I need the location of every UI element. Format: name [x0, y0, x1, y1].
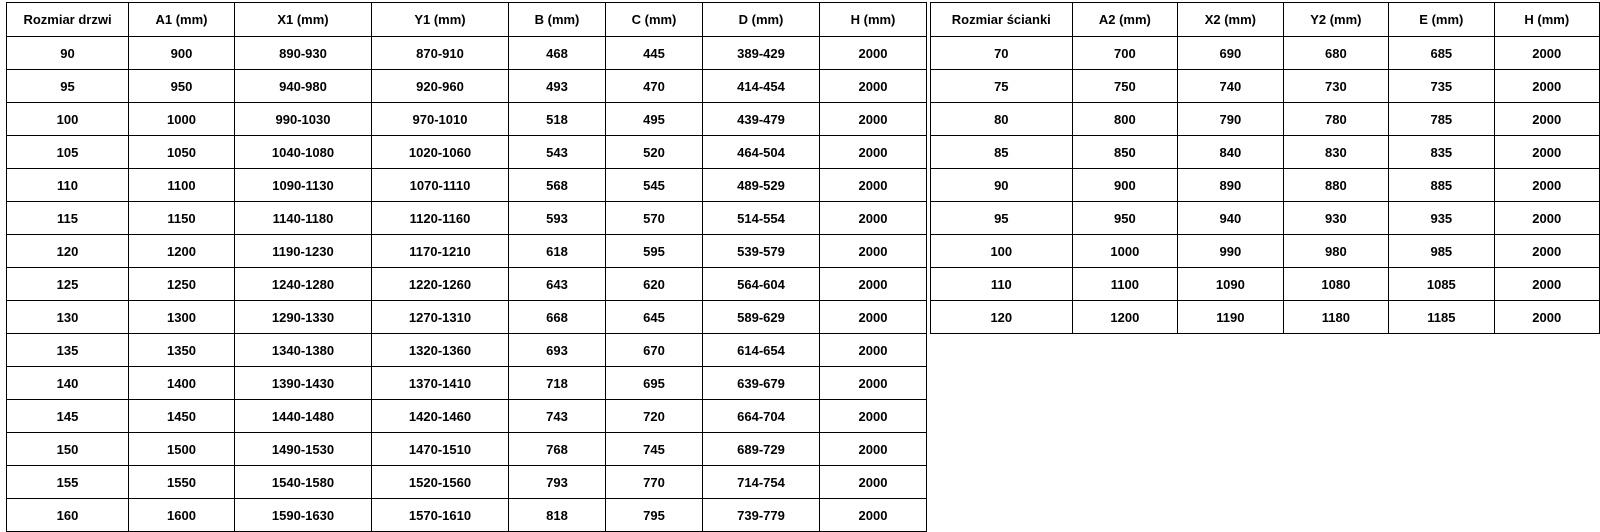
table-cell: 614-654 — [703, 334, 820, 367]
table-cell: 1570-1610 — [372, 499, 509, 532]
table-header-row — [7, 3, 927, 37]
table-cell: 468 — [509, 37, 606, 70]
table-cell: 110 — [7, 169, 129, 202]
table-cell: 890-930 — [235, 37, 372, 70]
table-cell: 990-1030 — [235, 103, 372, 136]
column-header: Y2 (mm) — [1283, 3, 1389, 37]
table-cell: 768 — [509, 433, 606, 466]
table-cell: 950 — [1072, 202, 1178, 235]
table-cell: 1085 — [1389, 268, 1494, 301]
table-cell: 570 — [606, 202, 703, 235]
table-cell: 589-629 — [703, 301, 820, 334]
table-cell: 1020-1060 — [372, 136, 509, 169]
table-cell: 980 — [1283, 235, 1389, 268]
table-cell: 900 — [129, 37, 235, 70]
table-cell: 135 — [7, 334, 129, 367]
table-cell: 115 — [7, 202, 129, 235]
table-cell: 414-454 — [703, 70, 820, 103]
table-cell: 595 — [606, 235, 703, 268]
table-cell: 830 — [1283, 136, 1389, 169]
table-cell: 743 — [509, 400, 606, 433]
table-row — [7, 103, 927, 136]
column-header: Y1 (mm) — [372, 3, 509, 37]
table-cell: 2000 — [820, 70, 927, 103]
table-cell: 90 — [931, 169, 1073, 202]
table-cell: 690 — [1178, 37, 1284, 70]
table-row — [7, 136, 927, 169]
table-cell: 870-910 — [372, 37, 509, 70]
table-cell: 1370-1410 — [372, 367, 509, 400]
table-cell: 950 — [129, 70, 235, 103]
table-cell: 1000 — [1072, 235, 1178, 268]
table-cell: 1100 — [1072, 268, 1178, 301]
table-cell: 489-529 — [703, 169, 820, 202]
table-cell: 1140-1180 — [235, 202, 372, 235]
table-row — [7, 367, 927, 400]
table-cell: 970-1010 — [372, 103, 509, 136]
table-cell: 835 — [1389, 136, 1494, 169]
column-header: C (mm) — [606, 3, 703, 37]
table-cell: 790 — [1178, 103, 1284, 136]
table-cell: 1185 — [1389, 301, 1494, 334]
column-header: X2 (mm) — [1178, 3, 1284, 37]
table-cell: 2000 — [820, 37, 927, 70]
table-cell: 568 — [509, 169, 606, 202]
table-cell: 1190 — [1178, 301, 1284, 334]
table-cell: 150 — [7, 433, 129, 466]
table-cell: 900 — [1072, 169, 1178, 202]
table-cell: 85 — [931, 136, 1073, 169]
table-cell: 493 — [509, 70, 606, 103]
table-cell: 539-579 — [703, 235, 820, 268]
table-cell: 520 — [606, 136, 703, 169]
table-cell: 785 — [1389, 103, 1494, 136]
table-row — [7, 334, 927, 367]
table-cell: 2000 — [820, 367, 927, 400]
table-cell: 885 — [1389, 169, 1494, 202]
table-cell: 2000 — [820, 400, 927, 433]
table-cell: 1440-1480 — [235, 400, 372, 433]
table-row — [7, 466, 927, 499]
table-cell: 985 — [1389, 235, 1494, 268]
table-cell: 464-504 — [703, 136, 820, 169]
table-cell: 125 — [7, 268, 129, 301]
table-cell: 1080 — [1283, 268, 1389, 301]
table-cell: 95 — [7, 70, 129, 103]
table-row — [931, 301, 1600, 334]
table-cell: 695 — [606, 367, 703, 400]
table-cell: 2000 — [820, 466, 927, 499]
table-cell: 2000 — [1494, 169, 1599, 202]
table-cell: 1220-1260 — [372, 268, 509, 301]
table-cell: 439-479 — [703, 103, 820, 136]
column-header: H (mm) — [1494, 3, 1599, 37]
table-cell: 1350 — [129, 334, 235, 367]
table-cell: 1070-1110 — [372, 169, 509, 202]
table-cell: 620 — [606, 268, 703, 301]
table-cell: 145 — [7, 400, 129, 433]
walls-table-body — [931, 37, 1600, 334]
table-cell: 718 — [509, 367, 606, 400]
table-cell: 1270-1310 — [372, 301, 509, 334]
table-cell: 1590-1630 — [235, 499, 372, 532]
table-cell: 140 — [7, 367, 129, 400]
table-cell: 618 — [509, 235, 606, 268]
table-cell: 1520-1560 — [372, 466, 509, 499]
table-cell: 940 — [1178, 202, 1284, 235]
table-row — [7, 301, 927, 334]
table-cell: 693 — [509, 334, 606, 367]
table-cell: 750 — [1072, 70, 1178, 103]
table-cell: 90 — [7, 37, 129, 70]
table-row — [931, 136, 1600, 169]
table-cell: 1240-1280 — [235, 268, 372, 301]
column-header: Rozmiar ścianki — [931, 3, 1073, 37]
table-cell: 720 — [606, 400, 703, 433]
table-row — [7, 169, 927, 202]
table-cell: 105 — [7, 136, 129, 169]
table-cell: 2000 — [820, 169, 927, 202]
doors-dimensions-table-container — [6, 2, 927, 532]
table-cell: 1200 — [129, 235, 235, 268]
table-cell: 745 — [606, 433, 703, 466]
table-cell: 1120-1160 — [372, 202, 509, 235]
table-cell: 2000 — [1494, 136, 1599, 169]
column-header: E (mm) — [1389, 3, 1494, 37]
table-cell: 514-554 — [703, 202, 820, 235]
column-header: H (mm) — [820, 3, 927, 37]
table-cell: 1100 — [129, 169, 235, 202]
table-cell: 730 — [1283, 70, 1389, 103]
table-cell: 593 — [509, 202, 606, 235]
table-cell: 1300 — [129, 301, 235, 334]
table-row — [931, 37, 1600, 70]
table-row — [7, 433, 927, 466]
table-cell: 1450 — [129, 400, 235, 433]
column-header: B (mm) — [509, 3, 606, 37]
table-cell: 1040-1080 — [235, 136, 372, 169]
table-cell: 643 — [509, 268, 606, 301]
table-cell: 75 — [931, 70, 1073, 103]
table-cell: 1290-1330 — [235, 301, 372, 334]
table-row — [7, 400, 927, 433]
walls-dimensions-table-container — [930, 2, 1600, 334]
table-cell: 670 — [606, 334, 703, 367]
table-cell: 2000 — [820, 499, 927, 532]
table-cell: 2000 — [820, 136, 927, 169]
table-cell: 100 — [7, 103, 129, 136]
table-cell: 100 — [931, 235, 1073, 268]
table-cell: 880 — [1283, 169, 1389, 202]
table-cell: 1540-1580 — [235, 466, 372, 499]
table-cell: 2000 — [820, 433, 927, 466]
table-cell: 818 — [509, 499, 606, 532]
table-cell: 990 — [1178, 235, 1284, 268]
table-cell: 2000 — [1494, 301, 1599, 334]
table-cell: 645 — [606, 301, 703, 334]
walls-table-header — [931, 3, 1600, 37]
table-cell: 1420-1460 — [372, 400, 509, 433]
table-cell: 2000 — [820, 202, 927, 235]
table-cell: 2000 — [820, 268, 927, 301]
table-cell: 1000 — [129, 103, 235, 136]
table-cell: 1090-1130 — [235, 169, 372, 202]
table-cell: 80 — [931, 103, 1073, 136]
table-cell: 664-704 — [703, 400, 820, 433]
table-cell: 739-779 — [703, 499, 820, 532]
table-cell: 780 — [1283, 103, 1389, 136]
table-cell: 740 — [1178, 70, 1284, 103]
table-cell: 389-429 — [703, 37, 820, 70]
table-row — [7, 37, 927, 70]
column-header: X1 (mm) — [235, 3, 372, 37]
table-cell: 840 — [1178, 136, 1284, 169]
table-row — [931, 70, 1600, 103]
table-cell: 1090 — [1178, 268, 1284, 301]
table-cell: 2000 — [1494, 268, 1599, 301]
table-row — [931, 235, 1600, 268]
table-cell: 920-960 — [372, 70, 509, 103]
table-cell: 1250 — [129, 268, 235, 301]
table-cell: 2000 — [1494, 202, 1599, 235]
table-cell: 800 — [1072, 103, 1178, 136]
table-cell: 1150 — [129, 202, 235, 235]
table-row — [7, 70, 927, 103]
table-cell: 685 — [1389, 37, 1494, 70]
table-cell: 2000 — [820, 103, 927, 136]
table-cell: 890 — [1178, 169, 1284, 202]
table-cell: 70 — [931, 37, 1073, 70]
table-cell: 1340-1380 — [235, 334, 372, 367]
column-header: A1 (mm) — [129, 3, 235, 37]
table-row — [7, 268, 927, 301]
table-row — [931, 268, 1600, 301]
table-cell: 2000 — [820, 334, 927, 367]
table-row — [931, 169, 1600, 202]
table-cell: 1500 — [129, 433, 235, 466]
table-cell: 1320-1360 — [372, 334, 509, 367]
table-cell: 714-754 — [703, 466, 820, 499]
table-cell: 1180 — [1283, 301, 1389, 334]
table-row — [931, 202, 1600, 235]
table-cell: 1050 — [129, 136, 235, 169]
table-row — [7, 235, 927, 268]
table-cell: 130 — [7, 301, 129, 334]
table-cell: 470 — [606, 70, 703, 103]
table-cell: 2000 — [1494, 70, 1599, 103]
table-row — [7, 202, 927, 235]
table-cell: 495 — [606, 103, 703, 136]
table-cell: 770 — [606, 466, 703, 499]
table-cell: 940-980 — [235, 70, 372, 103]
doors-table-header — [7, 3, 927, 37]
table-cell: 120 — [7, 235, 129, 268]
table-cell: 160 — [7, 499, 129, 532]
column-header: Rozmiar drzwi — [7, 3, 129, 37]
walls-dimensions-table — [930, 2, 1600, 334]
table-cell: 793 — [509, 466, 606, 499]
table-cell: 110 — [931, 268, 1073, 301]
table-cell: 639-679 — [703, 367, 820, 400]
table-cell: 564-604 — [703, 268, 820, 301]
table-cell: 155 — [7, 466, 129, 499]
column-header: A2 (mm) — [1072, 3, 1178, 37]
table-cell: 545 — [606, 169, 703, 202]
table-cell: 120 — [931, 301, 1073, 334]
table-cell: 700 — [1072, 37, 1178, 70]
table-cell: 543 — [509, 136, 606, 169]
table-cell: 1390-1430 — [235, 367, 372, 400]
table-cell: 735 — [1389, 70, 1494, 103]
table-cell: 680 — [1283, 37, 1389, 70]
table-header-row — [931, 3, 1600, 37]
table-cell: 1400 — [129, 367, 235, 400]
table-cell: 1550 — [129, 466, 235, 499]
table-cell: 795 — [606, 499, 703, 532]
table-cell: 689-729 — [703, 433, 820, 466]
table-cell: 2000 — [820, 301, 927, 334]
table-cell: 518 — [509, 103, 606, 136]
doors-dimensions-table — [6, 2, 927, 532]
table-cell: 1470-1510 — [372, 433, 509, 466]
table-cell: 930 — [1283, 202, 1389, 235]
table-cell: 1200 — [1072, 301, 1178, 334]
table-row — [7, 499, 927, 532]
table-cell: 2000 — [1494, 37, 1599, 70]
table-cell: 1190-1230 — [235, 235, 372, 268]
table-cell: 1170-1210 — [372, 235, 509, 268]
column-header: D (mm) — [703, 3, 820, 37]
table-cell: 850 — [1072, 136, 1178, 169]
table-cell: 1490-1530 — [235, 433, 372, 466]
table-cell: 2000 — [820, 235, 927, 268]
table-cell: 95 — [931, 202, 1073, 235]
table-cell: 1600 — [129, 499, 235, 532]
table-cell: 935 — [1389, 202, 1494, 235]
table-row — [931, 103, 1600, 136]
table-cell: 445 — [606, 37, 703, 70]
table-cell: 2000 — [1494, 235, 1599, 268]
table-cell: 2000 — [1494, 103, 1599, 136]
table-cell: 668 — [509, 301, 606, 334]
doors-table-body — [7, 37, 927, 532]
